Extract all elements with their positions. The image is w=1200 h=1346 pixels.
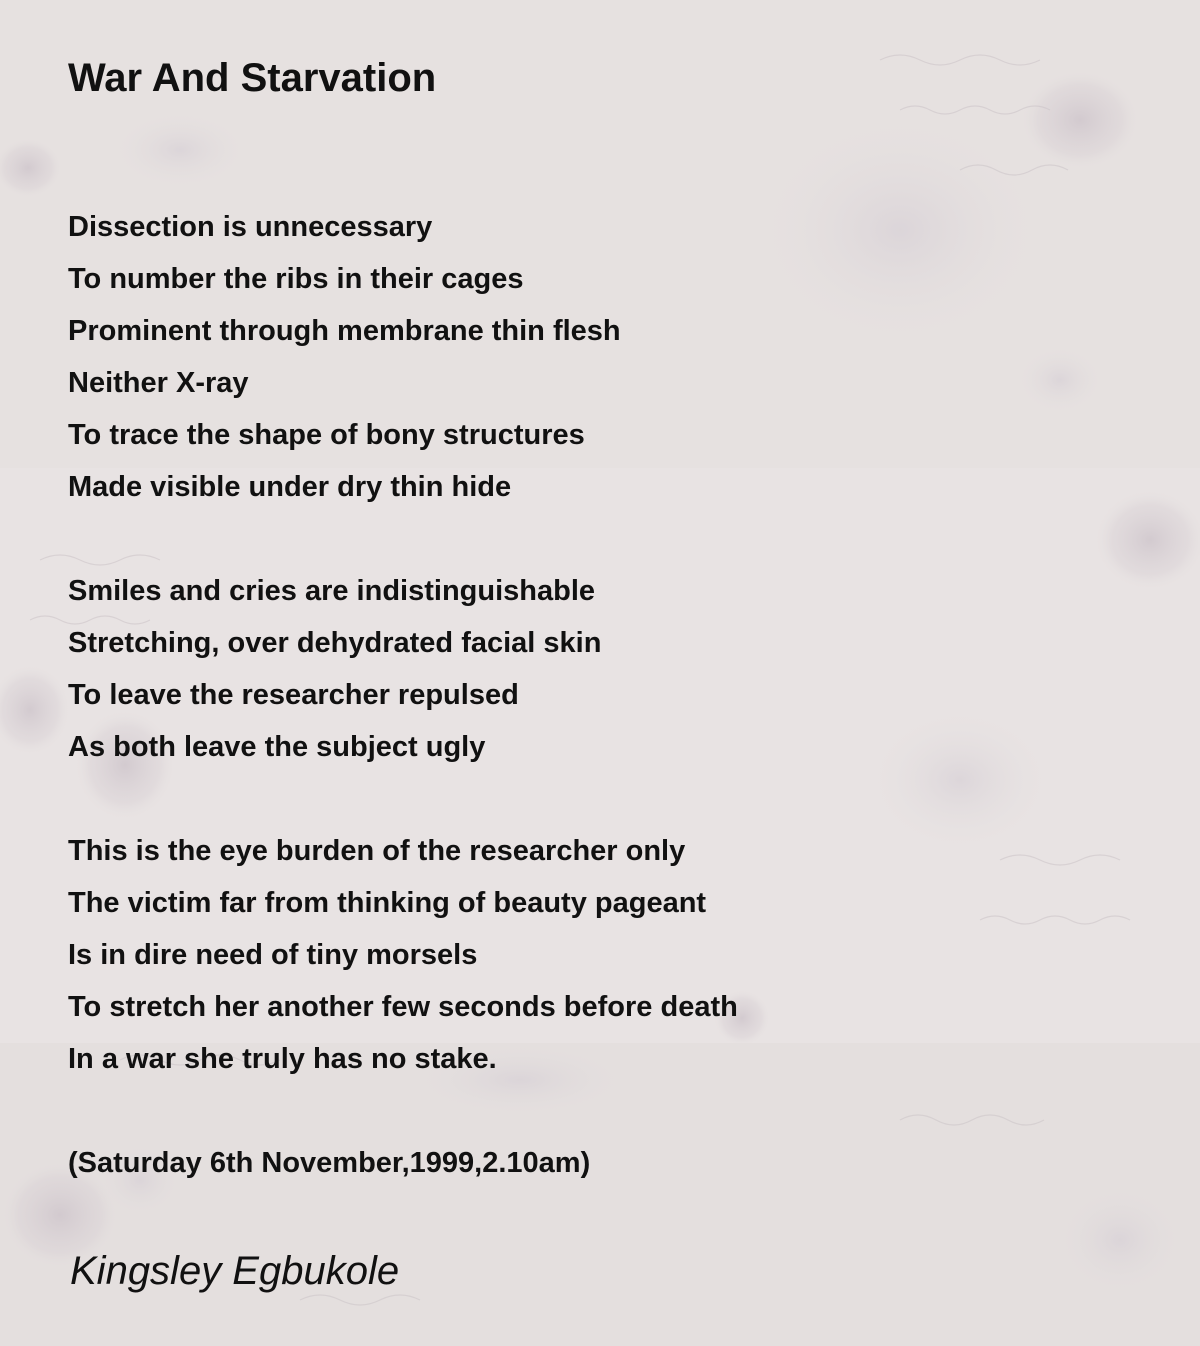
poem-line: The victim far from thinking of beauty pageant (68, 887, 707, 919)
poem-body (68, 201, 1148, 1085)
poem-line: In a war she truly has no stake. (68, 1043, 497, 1075)
stanza-1 (68, 201, 1148, 513)
poem-line: To number the ribs in their cages (68, 263, 524, 295)
poem-line: Is in dire need of tiny morsels (68, 939, 478, 971)
poem-line: To trace the shape of bony structures (68, 419, 585, 451)
poem-line: Prominent through membrane thin flesh (68, 315, 621, 347)
poem-line: Smiles and cries are indistinguishable (68, 575, 596, 607)
poem-line: Stretching, over dehydrated facial skin (68, 627, 602, 659)
poem-line: To leave the researcher repulsed (68, 679, 519, 711)
poem-line: To stretch her another few seconds before death (68, 991, 738, 1023)
stanza-2 (68, 565, 1148, 773)
poem-line: Made visible under dry thin hide (68, 471, 512, 503)
poem-date-note: (Saturday 6th November,1999,2.10am) (68, 1147, 591, 1179)
poem-author: Kingsley Egbukole (70, 1249, 400, 1293)
poem-line: This is the eye burden of the researcher only (68, 835, 686, 867)
poem-title: War And Starvation (68, 56, 437, 100)
poem-line: Dissection is unnecessary (68, 211, 433, 243)
poem-line: Neither X-ray (68, 367, 249, 399)
stanza-3 (68, 825, 1148, 1085)
poem-line: As both leave the subject ugly (68, 731, 486, 763)
poem-content (68, 52, 1148, 1137)
